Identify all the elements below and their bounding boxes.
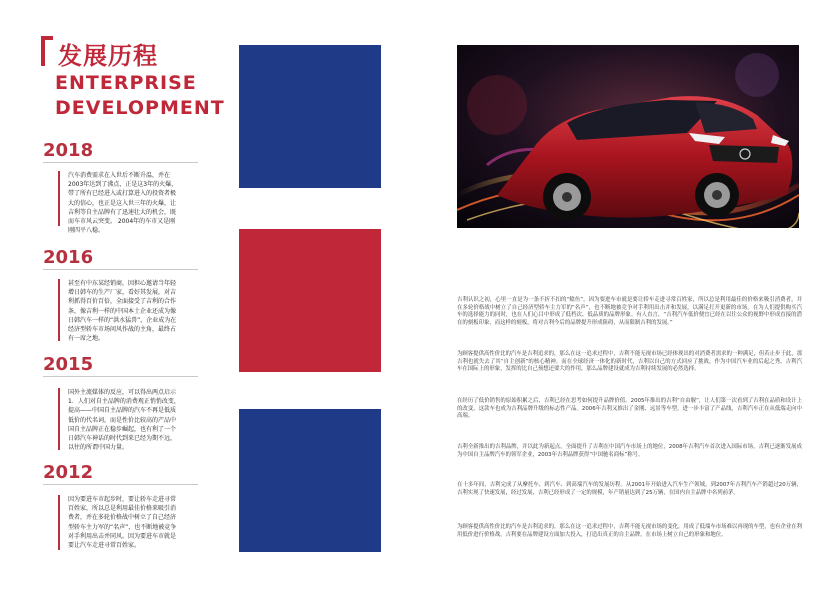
accent-bar [58,495,60,550]
red-color-block [239,229,381,372]
timeline-text-2015: 国外主流媒体的反应，可以得出两点启示1．人们对自主品牌的消费观正悄悄改变，提高——中国自主品牌的汽车不再是低质低价的代名词，而是性价比较高的产品中国自主品牌正在稳步崛起，也有利了一个日韩汽车神话的时代到来已经为期不远，以往的所谓中国力量。 [68,389,180,452]
accent-bar [58,171,60,226]
accent-bar [58,279,60,341]
blue-color-block-top [239,45,381,188]
body-paragraph-2: 为顾客提供高性价比的汽车是吉利追求的，那么在这一追求过程中，吉利不能无视市场已经体现出的对消费者需求的一种满足，但若止步于此，那吉利也就失去了其“自主创新”的核心精神。而在全球经济一体化的新时代，吉利以自己的方式回应了挑战，作为中国汽车业的后起之秀，吉利汽车在国际上的形象，发挥的比自己预想还要大的作用，那么品牌建设就成为吉利持续发展的必然选择。 [457,351,803,373]
page-title: 发展历程 [58,42,158,70]
body-paragraph-3: 在经历了低价销售的原始积累之后，吉利已经在思考如何提升品牌价值。2005年推出的吉利“自由舰”，让人们第一次看到了吉利在品质和设计上的改变，这款车也成为吉利品牌升级的标志性产品。2006年吉利又推出了金刚、远景等车型，进一步丰富了产品线，吉利汽车正在从低端走向中高端。 [457,398,802,420]
corner-bracket-decoration [41,36,53,66]
body-paragraph-4: 吉利全新推出的吉利品牌，并以此为新起点，全面提升了吉利在中国汽车市场上的地位，2008年吉利汽车首次进入国际市场，吉利已逐渐发展成为中国自主品牌汽车的领军企业，2003年吉利品牌获得“中国驰名商标”称号。 [457,444,802,458]
body-paragraph-1: 吉利认识之初，心里一直是为一条不折不扣的“鲶鱼”，因为要进车市就是要让轿车走进寻常百姓家，所以总是利用最佳的价格来吸引消费者，并在多轮价格战中树立了自己经济型轿车主力军的“名声”，也不断地被竞争对手利用出击并和发展，以满足打开更新的市场。在为人们提供购买汽车的选择能力的同时，也在人们心目中形成了低档次、低品质的品牌形象。有人直言，“吉利汽车低价便宜已经在以往公众的视野中形成直接的潜在的刻板印象，而这样的刻板，将对吉利今后的品牌提升形成阻碍，从而限制吉利的发展。” [457,297,802,326]
timeline-text-2012: 因为要进车市起步时，要让轿车走进寻常百姓家，所以总是利用最佳价格来吸引消费者，并在多轮价格战中树立了自己经济型轿车主力军的“名声”，也不断地被竞争对手利用出击并同风。因为要进车市就是要让汽车走进寻常百姓家。 [68,496,177,550]
timeline-text-2016: 甚至有中东某经销商，因担心邀请当年轻增日韩车的生产厂家，看好其发展，对吉利抓得百价百倍，全面接受了吉利的合作条，像吉利一样的中国本土企业还成为像日韩汽车一样的“洪水猛兽”，企业成为在经济型轿车市场问风作战的主角，最终占有一席之地。 [68,280,177,343]
subtitle-line-1: ENTERPRISE [55,72,197,94]
timeline-year-2016: 2016 [43,247,94,268]
page-subtitle [55,71,225,121]
blue-color-block-bottom [239,409,381,552]
divider [43,162,198,163]
timeline-year-2012: 2012 [43,462,94,483]
red-car-photo [457,45,799,228]
timeline-year-2015: 2015 [43,354,94,375]
body-paragraph-6: 为顾客提供高性价比的汽车是吉利追求的，那么在这一追求过程中，吉利不能无视市场的变化，用成了低端车市场难以再现的车型，也有企业在利用低价进行价格战，吉利要在品牌建设方面加大投入，打造出真正的自主品牌，在市场上树立自己的形象和地位。 [457,524,803,538]
timeline-year-2018: 2018 [43,140,94,161]
subtitle-line-2: DEVELOPMENT [55,97,225,119]
divider [43,269,198,270]
body-paragraph-5: 在十多年间，吉利完成了从摩托车、到汽车、到高端汽车的发展历程。从2001年开始进入汽车生产领域，到2007年吉利汽车产销超过20万辆，吉利实现了快速发展，经过发展，吉利已经形成了一定的规模，年产销量达到了25万辆，在国内自主品牌中名列前茅。 [457,482,802,496]
divider [43,376,198,377]
accent-bar [58,388,60,450]
timeline-text-2018: 汽车消费需求在入世后不断升温，并在2003年达到了沸点，正是这3年的火爆，带了所有已经进入或打算进入的投资者极大的信心，也正是这入世三年的火爆，让吉利等自主品牌有了迅速壮大的机会，既而车市风云突变。 2004年的车市又是刚刚四平八稳。 [68,172,178,235]
divider [43,484,198,485]
